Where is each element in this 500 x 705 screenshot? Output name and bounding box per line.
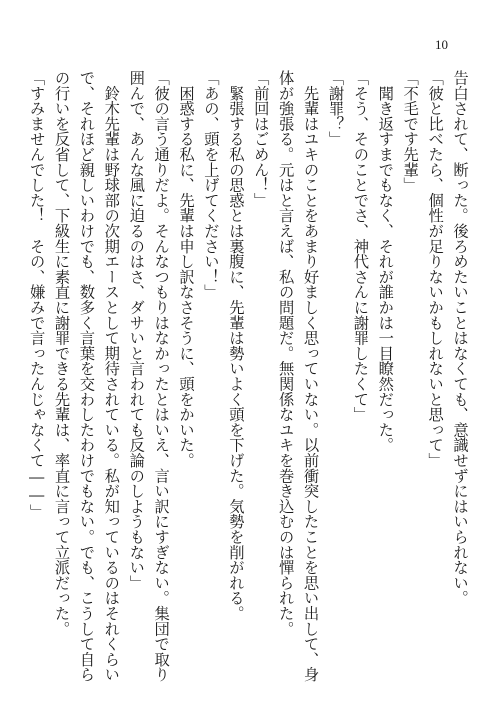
text-line: 体が強張る。元はと言えば、私の問題だ。無関係なユキを巻き込むのは憚られた。: [276, 70, 295, 637]
text-line: 告白されて、断った。後ろめたいことはなくても、意識せずにはいられない。: [451, 70, 469, 606]
text-line: 「あの、頭を上げてください！」: [201, 70, 220, 300]
text-line: 先輩はユキのことをあまり好ましく思っていない。以前衝突したことを思い出して、身: [301, 70, 320, 682]
text-line: 「そう、そのことでさ、神代さんに謝罪したくて」: [351, 70, 370, 422]
text-line: 聞き返すまでもなく、それが誰かは一目瞭然だった。: [376, 70, 395, 453]
text-line: の行いを反省して、下級生に素直に謝罪できる先輩は、率直に言って立派だった。: [52, 70, 71, 637]
text-line: 「彼と比べたら、個性が足りないかもしれないと思って」: [426, 70, 445, 468]
text-line: 困惑する私に、先輩は申し訳なさそうに、頭をかいた。: [177, 70, 196, 468]
text-line: 「前回はごめん！」: [251, 70, 270, 208]
text-line: 囲んで、あんな風に迫るのはさ、ダサいと言われても反論のしようもない」: [127, 70, 146, 591]
text-line: 鈴木先輩は野球部の次期エースとして期待されている。私が知っているのはそれくらい: [102, 70, 121, 682]
text-line: 「彼の言う通りだよ。そんなつもりはなかったとはいえ、言い訳にすぎない。集団で取り: [152, 70, 171, 682]
page-number: 10: [435, 37, 448, 52]
text-line: で、それほど親しいわけでも、数多く言葉を交わしたわけでもない。でも、こうして自ら: [77, 70, 96, 682]
text-line: 「謝罪？」: [326, 70, 345, 147]
text-line: 緊張する私の思惑とは裏腹に、先輩は勢いよく頭を下げた。気勢を削がれる。: [226, 70, 245, 621]
text-line: 「すみませんでした！ その、嫌みで言ったんじゃなくて――」: [27, 70, 46, 520]
novel-text-block: [27, 70, 472, 682]
text-line: 「不毛です先輩」: [401, 70, 420, 193]
